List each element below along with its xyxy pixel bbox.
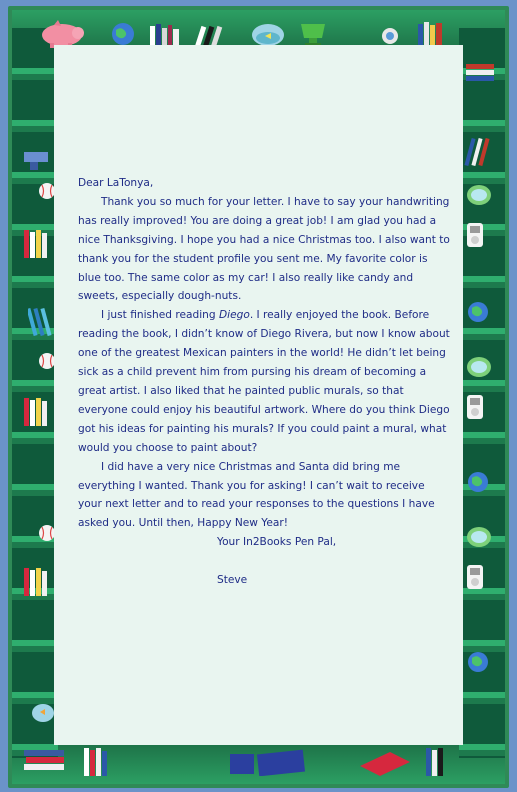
fishbowl-icon xyxy=(30,700,56,724)
books-icon xyxy=(22,148,52,170)
globe-icon xyxy=(464,470,492,496)
ipod-icon xyxy=(466,394,484,420)
books-icon xyxy=(464,60,498,90)
books-icon xyxy=(356,746,456,776)
books-icon xyxy=(464,136,498,166)
letter-closing: Your In2Books Pen Pal, xyxy=(217,536,337,549)
piggy-bank-icon xyxy=(36,20,88,48)
fishbowl-icon xyxy=(464,354,494,380)
books-icon xyxy=(24,746,154,776)
fishbowl-icon xyxy=(464,524,494,550)
ipod-icon xyxy=(466,564,484,590)
letter-text: . I really enjoyed the book. Before reading the book, I didn’t know of Diego Rivera, but now I know about one of the greatest Mexican painters in the world! He didn’t let being sick as a child prevent him from pursing his dream of becoming a great artist. I also liked that he painted public murals, so that everyone could enjoy his beautiful artwork. Where do you think Diego got his ideas for painting his murals? If you could paint a mural, what would you choose to paint about? xyxy=(78,309,450,454)
blocks-icon xyxy=(228,748,308,776)
fishbowl-icon xyxy=(464,182,494,208)
letter-greeting: Dear LaTonya, xyxy=(78,177,154,189)
books-icon xyxy=(22,228,54,258)
letter-body xyxy=(78,174,450,590)
letter-text: I just finished reading xyxy=(101,309,219,322)
letter-paragraph xyxy=(78,306,450,457)
globe-icon xyxy=(464,300,492,326)
blocks-icon xyxy=(28,306,54,336)
books-icon xyxy=(376,20,456,48)
book-title: Diego xyxy=(218,309,250,322)
left-shelves xyxy=(12,28,58,758)
globe-icon xyxy=(464,650,492,676)
ipod-icon xyxy=(466,222,484,248)
books-icon xyxy=(22,396,54,426)
letter-paragraph: I did have a very nice Christmas and Santa did bring me everything I wanted. Thank you for asking! I can’t wait to receive your next letter and to read your responses to the questions I have asked you. Until then, Happy New Year! xyxy=(78,460,435,530)
letter-signature: Steve xyxy=(217,574,248,587)
letter-paragraph: Thank you so much for your letter. I have to say your handwriting has really improved! You are doing a great job! I am glad you had a nice Thanksgiving. I hope you had a nice Christmas too. I also want to thank you for the student profile you sent me. My favorite color is blue too. The same color as my car! I also really like candy and sweets, especially dough-nuts. xyxy=(78,195,450,303)
books-icon xyxy=(22,566,54,596)
